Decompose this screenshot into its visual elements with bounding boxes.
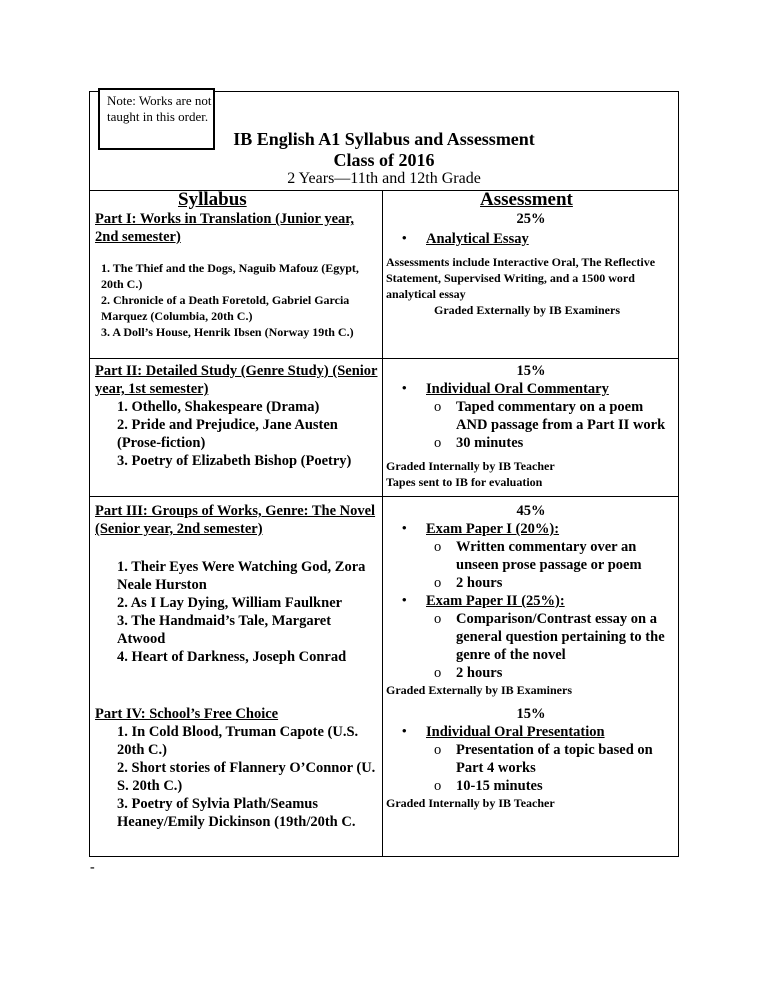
part3-percent: 45% (516, 503, 546, 519)
class-year: Class of 2016 (333, 150, 435, 170)
part1-work-1: 1. The Thief and the Dogs, Naguib Mafouz (Egypt, 20th C.) (101, 261, 359, 291)
part3-work-1: 1. Their Eyes Were Watching God, Zora Neale Hurston (117, 559, 366, 593)
part1-details: Assessments include Interactive Oral, The Reflective Statement, Supervised Writing, and a 1500 word analytical essay (386, 255, 656, 301)
divider-part2 (89, 496, 679, 497)
part4-sub-2: o 10-15 minutes (386, 777, 676, 795)
part3-graded: Graded Externally by IB Examiners (386, 683, 573, 697)
part4-sub-1: o Presentation of a topic based on Part 4 works (386, 741, 676, 777)
part2-sub-2: o 30 minutes (386, 434, 676, 452)
divider-part1 (89, 358, 679, 359)
part4-graded: Graded Internally by IB Teacher (386, 796, 555, 810)
part3-paper2-label: Exam Paper II (25%): (426, 593, 565, 609)
part2-percent: 15% (516, 363, 546, 379)
part3-paper1-sub-2: o 2 hours (386, 574, 676, 592)
assessment-heading: Assessment (480, 189, 573, 210)
trailing-mark: - (90, 860, 95, 875)
grade-span (89, 170, 679, 188)
part3-assessment (386, 502, 676, 698)
part1-graded: Graded Externally by IB Examiners (434, 303, 621, 317)
part1-heading: Part I: Works in Translation (Junior year, 2nd semester) (95, 211, 355, 245)
part4-task: • Individual Oral Presentation (386, 723, 676, 741)
part2-work-2: 2. Pride and Prejudice, Jane Austen (Prose-fiction) (117, 417, 338, 451)
part2-work-3: 3. Poetry of Elizabeth Bishop (Poetry) (117, 453, 352, 469)
part1-work-2: 2. Chronicle of a Death Foretold, Gabriel Garcia Marquez (Columbia, 20th C.) (101, 293, 350, 323)
part4-percent: 15% (516, 706, 546, 722)
part2-graded: Graded Internally by IB Teacher (386, 459, 555, 473)
part3-syllabus (95, 502, 380, 666)
part2-tapes: Tapes sent to IB for evaluation (386, 475, 543, 489)
part2-sub-1: o Taped commentary on a poem AND passage from a Part II work (386, 398, 676, 434)
part2-task: • Individual Oral Commentary (386, 380, 676, 398)
part2-works (95, 398, 380, 470)
syllabus-heading: Syllabus (178, 189, 247, 210)
part3-paper1 (386, 520, 676, 538)
part3-paper2-sub-1: o Comparison/Contrast essay on a general question pertaining to the genre of the novel (386, 610, 676, 664)
part4-work-2: 2. Short stories of Flannery O’Connor (U. S. 20th C.) (117, 760, 376, 794)
part1-syllabus (95, 210, 380, 340)
part1-task: • Analytical Essay (386, 230, 676, 248)
part4-work-1: 1. In Cold Blood, Truman Capote (U.S. 20th C.) (117, 724, 359, 758)
page-title: IB English A1 Syllabus and Assessment (233, 129, 535, 149)
part1-assessment (386, 210, 676, 318)
part3-work-4: 4. Heart of Darkness, Joseph Conrad (117, 649, 347, 665)
part3-paper2 (386, 592, 676, 610)
part3-work-3: 3. The Handmaid’s Tale, Margaret Atwood (117, 613, 332, 647)
part2-heading: Part II: Detailed Study (Genre Study) (Senior year, 1st semester) (95, 363, 378, 397)
part4-heading: Part IV: School’s Free Choice (95, 706, 279, 722)
part2-assessment (386, 362, 676, 490)
part1-work-3: 3. A Doll’s House, Henrik Ibsen (Norway 19th C.) (101, 325, 354, 339)
part3-heading: Part III: Groups of Works, Genre: The Novel (Senior year, 2nd semester) (95, 503, 376, 537)
part2-syllabus (95, 362, 380, 470)
part3-paper2-sub-2: o 2 hours (386, 664, 676, 682)
part2-work-1: 1. Othello, Shakespeare (Drama) (117, 399, 320, 415)
part3-paper1-label: Exam Paper I (20%): (426, 521, 560, 537)
part4-work-3: 3. Poetry of Sylvia Plath/Seamus Heaney/Emily Dickinson (19th/20th C. (117, 796, 356, 830)
grade-span-text: 2 Years—11th and 12th Grade (287, 170, 481, 187)
part3-paper1-sub-1: o Written commentary over an unseen prose passage or poem (386, 538, 676, 574)
part3-works (95, 558, 380, 666)
part1-percent: 25% (516, 211, 546, 227)
part4-assessment (386, 705, 676, 811)
part1-works (95, 260, 380, 340)
order-note: Note: Works are not taught in this order. (98, 88, 215, 150)
part4-syllabus (95, 705, 387, 831)
part3-work-2: 2. As I Lay Dying, William Faulkner (117, 595, 343, 611)
part4-works (95, 723, 387, 831)
